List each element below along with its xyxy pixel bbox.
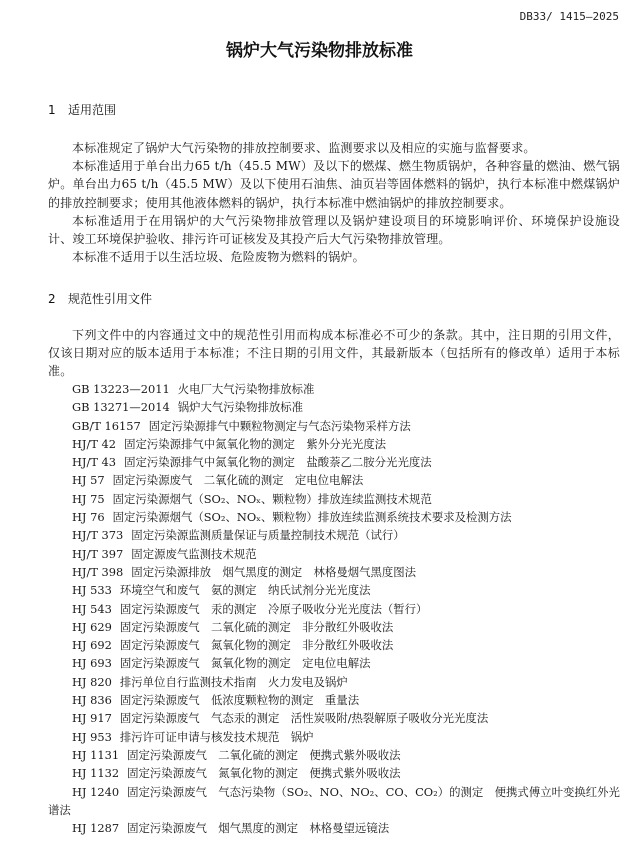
reference-code: HJ/T 397 [72, 546, 124, 561]
reference-title: 固定污染源废气 二氧化硫的测定 便携式紫外吸收法 [127, 747, 401, 762]
reference-title: 固定污染源废气 氮氧化物的测定 非分散红外吸收法 [119, 638, 394, 653]
reference-title: 固定污染源废气 气态污染物（SO₂、NO、NO₂、CO、CO₂）的测定 便携式傅立叶变换红外光谱法 [48, 784, 620, 817]
reference-item [48, 600, 620, 618]
reference-item [48, 417, 620, 435]
page-title: 锅炉大气污染物排放标准 [226, 41, 413, 61]
section-title: 适用范围 [68, 103, 117, 117]
reference-title: 固定污染源排气中颗粒物测定与气态污染物采样方法 [148, 418, 411, 433]
reference-title: 固定污染源排气中氮氧化物的测定 盐酸萘乙二胺分光光度法 [124, 455, 432, 470]
reference-item [48, 581, 620, 599]
reference-item [48, 654, 620, 672]
reference-item [48, 471, 620, 489]
reference-title: 固定污染源废气 气态汞的测定 活性炭吸附/热裂解原子吸收分光光度法 [119, 711, 489, 726]
reference-code: HJ/T 43 [72, 455, 117, 470]
reference-title: 排污单位自行监测技术指南 火力发电及锅炉 [119, 674, 348, 689]
reference-item [48, 819, 620, 837]
reference-code: HJ 692 [72, 638, 112, 653]
reference-code: HJ 1131 [72, 747, 120, 762]
reference-title: 固定污染源废气 二氧化硫的测定 非分散红外吸收法 [119, 619, 394, 634]
paragraph: 本标准适用于在用锅炉的大气污染物排放管理以及锅炉建设项目的环境影响评价、环境保护设施设计、竣工环境保护验收、排污许可证核发及其投产后大气污染物排放管理。 [48, 213, 620, 247]
reference-code: HJ 820 [72, 674, 112, 689]
reference-list [48, 380, 620, 837]
reference-code: HJ 917 [72, 711, 112, 726]
reference-code: HJ 75 [72, 491, 105, 506]
reference-item [48, 380, 620, 398]
reference-code: HJ/T 398 [72, 564, 124, 579]
reference-item [48, 435, 620, 453]
paragraph: 本标准适用于单台出力65 t/h（45.5 MW）及以下的燃煤、燃生物质锅炉，各种容量的燃油、燃气锅炉。单台出力65 t/h（45.5 MW）及以下使用石油焦、油页岩等固体燃料的锅炉，执行本标准中燃煤锅炉的排放控制要求；使用其他液体燃料的锅炉，执行本标准中燃油锅炉的排放控制要求。 [48, 159, 620, 210]
reference-item [48, 728, 620, 746]
reference-title: 固定污染源废气 氮氧化物的测定 定电位电解法 [119, 656, 371, 671]
reference-title: 固定污染源废气 汞的测定 冷原子吸收分光光度法（暂行） [119, 601, 428, 616]
reference-item [48, 618, 620, 636]
reference-title: 环境空气和废气 氨的测定 纳氏试剂分光光度法 [119, 583, 371, 598]
paragraph: 下列文件中的内容通过文中的规范性引用而构成本标准必不可少的条款。其中，注日期的引用文件，仅该日期对应的版本适用于本标准；不注日期的引用文件，其最新版本（包括所有的修改单）适用于本标准。 [48, 328, 620, 379]
reference-code: HJ 1240 [72, 784, 120, 799]
reference-code: HJ 533 [72, 583, 112, 598]
reference-item [48, 673, 620, 691]
section-number: 2 [48, 292, 56, 306]
reference-code: HJ 953 [72, 729, 112, 744]
reference-title: 固定污染源烟气（SO₂、NOₓ、颗粒物）排放连续监测系统技术要求及检测方法 [112, 510, 512, 525]
reference-code: GB/T 16157 [72, 418, 141, 433]
reference-title: 火电厂大气污染物排放标准 [177, 382, 315, 396]
reference-code: HJ 57 [72, 473, 105, 488]
reference-item [48, 709, 620, 727]
reference-title: 固定污染源废气 二氧化硫的测定 定电位电解法 [112, 473, 364, 488]
reference-code: HJ 836 [72, 693, 112, 708]
reference-title: 固定污染源排放 烟气黑度的测定 林格曼烟气黑度图法 [131, 564, 417, 579]
reference-item [48, 398, 620, 416]
reference-title: 固定污染源监测质量保证与质量控制技术规范（试行） [131, 528, 405, 543]
reference-code: HJ 76 [72, 510, 105, 525]
section-heading-references [48, 290, 152, 307]
reference-item [48, 764, 620, 782]
reference-title: 固定污染源排气中氮氧化物的测定 紫外分光光度法 [124, 436, 387, 451]
reference-code: HJ 629 [72, 619, 112, 634]
document-number: DB33/ 1415—2025 [519, 10, 619, 23]
reference-item [48, 691, 620, 709]
reference-code: HJ/T 373 [72, 528, 124, 543]
section-scope-body [48, 139, 620, 266]
section-title: 规范性引用文件 [68, 292, 153, 306]
reference-code: HJ/T 42 [72, 436, 117, 451]
reference-code: HJ 1287 [72, 821, 120, 836]
reference-item [48, 783, 620, 820]
reference-item [48, 746, 620, 764]
reference-code: HJ 1132 [72, 766, 120, 781]
reference-title: 固定污染源废气 氮氧化物的测定 便携式紫外吸收法 [127, 766, 401, 781]
paragraph: 本标准规定了锅炉大气污染物的排放控制要求、监测要求以及相应的实施与监督要求。 [72, 141, 536, 155]
reference-code: HJ 543 [72, 601, 112, 616]
reference-code: GB 13271—2014 [72, 400, 170, 415]
reference-item [48, 636, 620, 654]
reference-title: 锅炉大气污染物排放标准 [177, 400, 304, 415]
reference-item [48, 526, 620, 544]
paragraph: 本标准不适用于以生活垃圾、危险废物为燃料的锅炉。 [72, 250, 365, 265]
section-references-intro [48, 326, 620, 381]
reference-item [48, 545, 620, 563]
reference-item [48, 453, 620, 471]
reference-title: 固定源废气监测技术规范 [131, 546, 257, 561]
reference-item [48, 563, 620, 581]
section-heading-scope [48, 101, 116, 118]
reference-title: 排污许可证申请与核发技术规范 锅炉 [119, 729, 314, 744]
reference-item [48, 508, 620, 526]
reference-code: HJ 693 [72, 656, 112, 671]
reference-title: 固定污染源废气 烟气黑度的测定 林格曼望远镜法 [127, 821, 390, 836]
section-number: 1 [48, 103, 56, 117]
reference-item [48, 490, 620, 508]
reference-title: 固定污染源废气 低浓度颗粒物的测定 重量法 [119, 693, 360, 708]
reference-code: GB 13223—2011 [72, 382, 170, 396]
reference-title: 固定污染源烟气（SO₂、NOₓ、颗粒物）排放连续监测技术规范 [112, 491, 432, 506]
